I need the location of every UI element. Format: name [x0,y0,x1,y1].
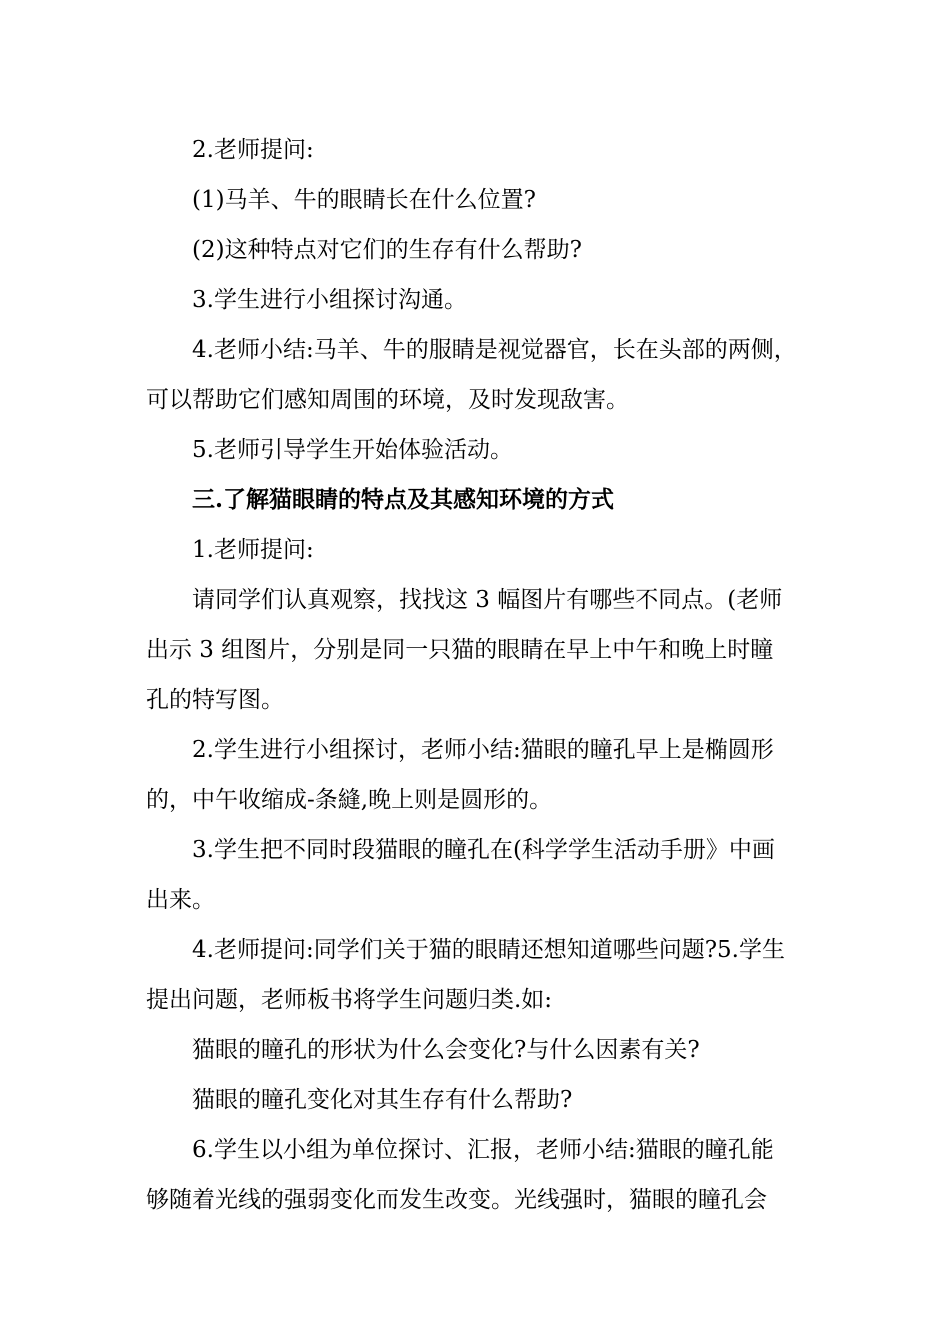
text-line: 可以帮助它们感知周围的环境，及时发现敌害。 [146,387,629,413]
text-line: 3.学生把不同时段猫眼的瞳孔在(科学学生活动手册》中画 [192,837,775,863]
section-heading: 三.了解猫眼睛的特点及其感知环境的方式 [192,486,615,513]
text-line: 5.老师引导学生开始体验活动。 [192,437,513,463]
text-line: 4.老师提问:同学们关于猫的眼睛还想知道哪些问题?5.学生 [192,937,785,963]
text-line: 4.老师小结:马羊、牛的服睛是视觉器官，长在头部的两侧， [192,337,797,363]
text-line: 2.老师提问: [192,137,314,163]
text-line: 孔的特写图。 [146,687,284,713]
text-line: (1)马羊、牛的眼睛长在什么位置? [192,187,536,213]
text-line: 6.学生以小组为单位探讨、汇报，老师小结:猫眼的瞳孔能 [192,1137,774,1163]
text-line: 的，中午收缩成-条縫,晚上则是圆形的。 [146,787,553,813]
text-line: 出来。 [146,887,215,913]
text-line: 够随着光线的强弱变化而发生改变。光线强时，猫眼的瞳孔会 [146,1187,767,1213]
text-line: 2.学生进行小组探讨，老师小结:猫眼的瞳孔早上是椭圆形 [192,737,774,763]
text-line: (2)这种特点对它们的生存有什么帮助? [192,237,582,263]
text-line: 猫眼的瞳孔的形状为什么会变化?与什么因素有关? [192,1037,700,1063]
text-line: 1.老师提问: [192,537,314,563]
text-line: 猫眼的瞳孔变化对其生存有什么帮助? [192,1087,573,1113]
text-line: 提出问题，老师板书将学生问题归类.如: [146,987,553,1013]
text-line: 出示 3 组图片，分别是同一只猫的眼睛在早上中午和晚上时瞳 [146,637,774,663]
text-line: 3.学生进行小组探讨沟通。 [192,287,467,313]
text-line: 请同学们认真观察，找找这 3 幅图片有哪些不同点。(老师 [192,587,783,613]
